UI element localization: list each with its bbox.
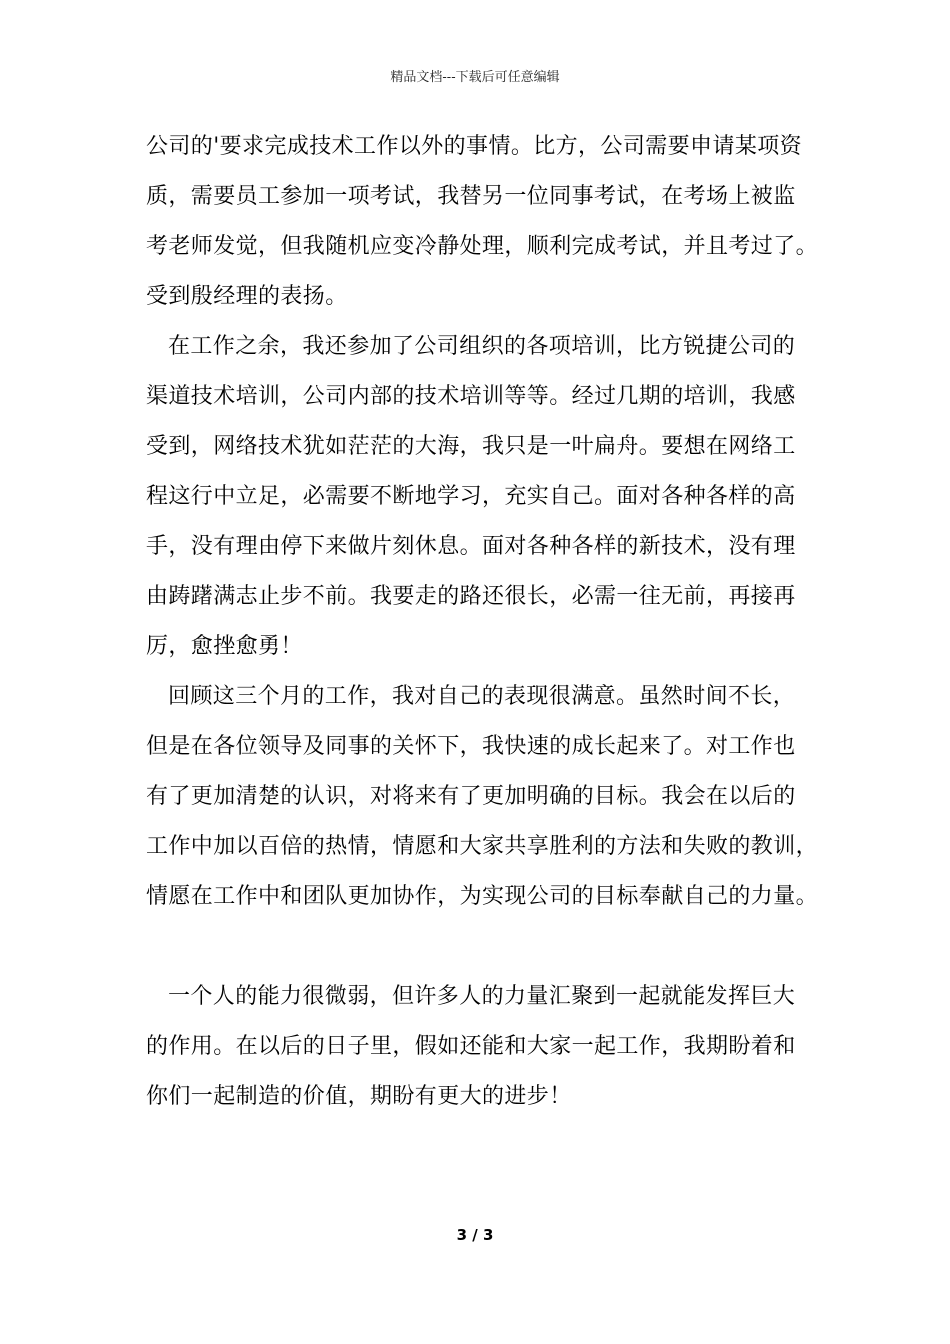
text-line: 回顾这三个月的工作，我对自己的表现很满意。虽然时间不长， bbox=[168, 684, 796, 709]
paragraph-spacer bbox=[146, 928, 826, 978]
text-line: 你们一起制造的价值，期盼有更大的进步！ bbox=[146, 1084, 572, 1109]
text-line: 由踌躇满志止步不前。我要走的路还很长，必需一往无前，再接再 bbox=[146, 584, 796, 609]
page-number: 3 / 3 bbox=[456, 1226, 494, 1244]
text-line: 情愿在工作中和团队更加协作，为实现公司的目标奉献自己的力量。 bbox=[146, 884, 819, 909]
text-line: 在工作之余，我还参加了公司组织的各项培训，比方锐捷公司的 bbox=[168, 334, 796, 359]
text-line: 公司的'要求完成技术工作以外的事情。比方，公司需要申请某项资 bbox=[146, 134, 803, 159]
paragraph-3 bbox=[146, 678, 826, 928]
text-line: 程这行中立足，必需要不断地学习，充实自己。面对各种各样的高 bbox=[146, 484, 796, 509]
text-line: 手，没有理由停下来做片刻休息。面对各种各样的新技术，没有理 bbox=[146, 534, 796, 559]
text-line: 受到殷经理的表扬。 bbox=[146, 284, 348, 309]
text-line: 一个人的能力很微弱，但许多人的力量汇聚到一起就能发挥巨大 bbox=[168, 984, 796, 1009]
text-line: 受到，网络技术犹如茫茫的大海，我只是一叶扁舟。要想在网络工 bbox=[146, 434, 796, 459]
document-body bbox=[146, 128, 826, 1128]
text-line: 的作用。在以后的日子里，假如还能和大家一起工作，我期盼着和 bbox=[146, 1034, 796, 1059]
text-line: 有了更加清楚的认识，对将来有了更加明确的目标。我会在以后的 bbox=[146, 784, 796, 809]
paragraph-1 bbox=[146, 128, 826, 328]
text-line: 厉，愈挫愈勇！ bbox=[146, 634, 303, 659]
text-line: 考老师发觉，但我随机应变冷静处理，顺利完成考试，并且考过了。 bbox=[146, 234, 819, 259]
text-line: 工作中加以百倍的热情，情愿和大家共享胜利的方法和失败的教训， bbox=[146, 834, 819, 859]
text-line: 质，需要员工参加一项考试，我替另一位同事考试，在考场上被监 bbox=[146, 184, 796, 209]
page-header: 精品文档---下载后可任意编辑 bbox=[390, 70, 560, 85]
paragraph-4 bbox=[146, 978, 826, 1128]
paragraph-2 bbox=[146, 328, 826, 678]
text-line: 但是在各位领导及同事的关怀下，我快速的成长起来了。对工作也 bbox=[146, 734, 796, 759]
text-line: 渠道技术培训，公司内部的技术培训等等。经过几期的培训，我感 bbox=[146, 384, 796, 409]
